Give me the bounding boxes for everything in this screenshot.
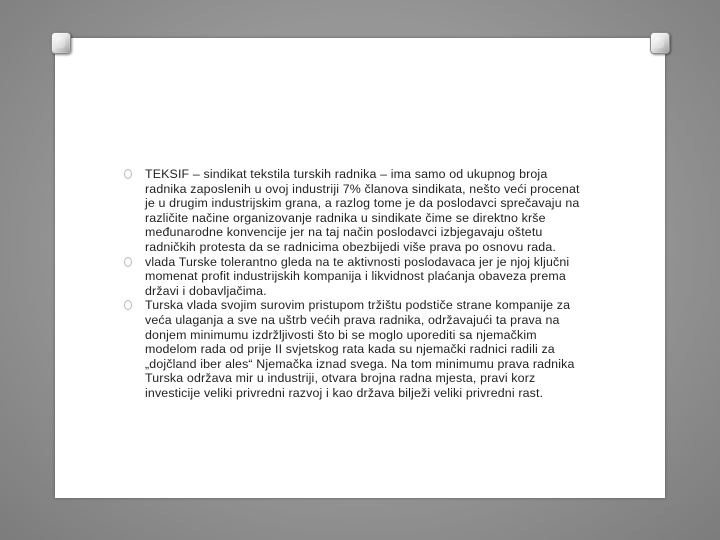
pushpin-left-icon	[51, 32, 71, 54]
bullet-list	[124, 167, 584, 401]
bullet-text: Turska vlada svojim surovim pristupom tržištu podstiče strane kompanije za veća ulaganja a sve na uštrb većih prava radnika, održavajući ta prava na donjem minimumu izdržljivosti što bi se moglo uporediti sa njemačkim modelom rada od prije II svjetskog rata kada su njemački radnici radili za „dojčland iber ales“ Njemačka iznad svega. Na tom minimumu prava radnika Turska održava mir u industriji, otvara brojna radna mjesta, pravi korz investicije veliki privredni razvoj i kao država bilježi veliki privredni rast.	[145, 298, 575, 400]
bullet-circle-icon	[124, 300, 132, 310]
bullet-circle-icon	[124, 169, 132, 179]
bullet-text: TEKSIF – sindikat tekstila turskih radnika – ima samo od ukupnog broja radnika zaposlenih u ovoj industriji 7% članova sindikata, nešto veći procenat je u drugim industrijskim grana, a razlog tome je da poslodavci sprečavaju na različite načine organizovanje radnika u sindikate čime se direktno krše međunarodne konvencije jer na taj način poslodavci izbjegavaju oštetu radničkih protesta da se radnicima obezbijedi više prava po osnovu rada.	[145, 167, 580, 254]
bullet-item-market-approach	[124, 298, 584, 400]
bullet-text: vlada Turske tolerantno gleda na te aktivnosti poslodavaca jer je njoj ključni momenat profit industrijskih kompanija i likvidnost plaćanja obaveza prema državi i dobavljačima.	[145, 254, 570, 298]
bullet-item-government-tolerance	[124, 255, 584, 299]
bullet-circle-icon	[124, 257, 132, 267]
pushpin-right-icon	[650, 32, 670, 54]
bullet-item-teksif	[124, 167, 584, 255]
